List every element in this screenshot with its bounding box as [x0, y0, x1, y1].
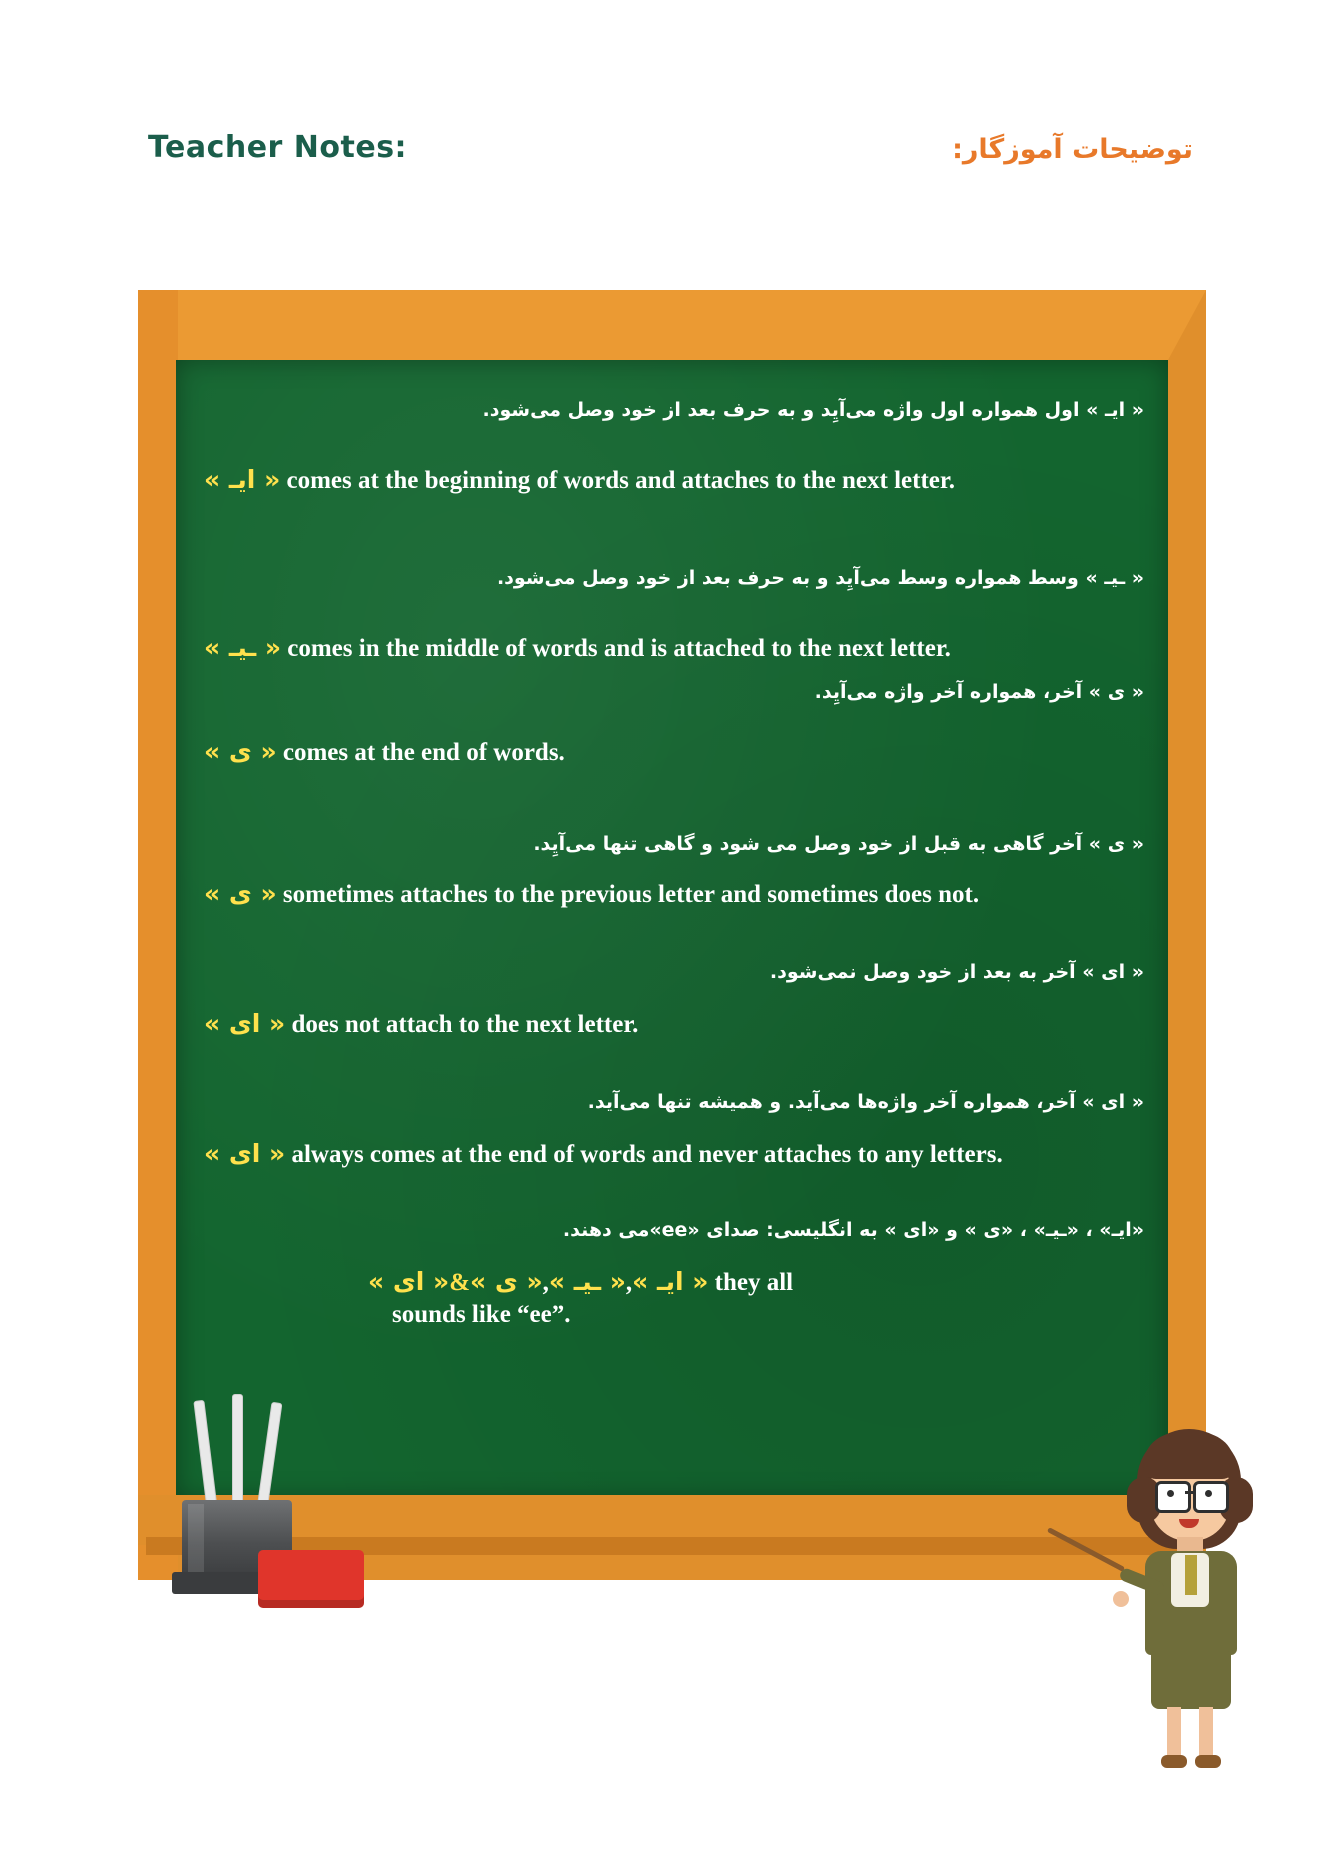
note-row-1-english [176, 464, 1168, 497]
glasses-left-lens-icon [1155, 1481, 1191, 1513]
note-sep-7b: , [542, 1269, 549, 1296]
cup-highlight [188, 1504, 204, 1572]
note-text-english-7-line2: sounds like “ee”. [392, 1301, 571, 1328]
glasses-bridge [1185, 1491, 1196, 1494]
note-text-english-2 [176, 632, 1168, 665]
pen-cup [166, 1400, 336, 1580]
leg-left [1167, 1707, 1181, 1759]
tie [1185, 1555, 1197, 1595]
letter-chip-7c: « ی » [470, 1267, 543, 1296]
letter-chip-3: « ی » [204, 737, 277, 766]
letter-chip-2: « ـیـ » [204, 633, 282, 662]
hand [1113, 1591, 1129, 1607]
letter-chip-7a: « ایـ » [368, 1267, 684, 1296]
note-row-2-english [176, 632, 1168, 665]
shoe-left [1161, 1755, 1187, 1768]
note-text-persian-7: «ایـ» ، «ـیـ» ، «ی » و «ای » به انگلیسی: صدای «ee»می دهند. [562, 1219, 1144, 1241]
letter-chip-4: « ی » [204, 879, 277, 908]
board-content [176, 360, 1168, 1500]
letter-chip-1: « ایـ » [204, 465, 281, 494]
note-text-persian-5: « ای » آخر به بعد از خود وصل نمی‌شود. [769, 961, 1144, 983]
hair-front [1143, 1433, 1235, 1479]
board-frame-top-bevel [138, 290, 1206, 360]
skirt [1151, 1651, 1231, 1709]
note-text-english-3 [176, 736, 1168, 769]
ampersand: & [449, 1269, 471, 1296]
note-text-persian-3: « ی » آخر، همواره آخر واژه می‌آیِد. [814, 681, 1144, 703]
note-row-3-persian [176, 680, 1168, 706]
note-row-7-persian [176, 1218, 1168, 1244]
note-text-persian-6: « ای » آخر، همواره آخر واژه‌ها می‌آید. و همیشه تنها می‌آید. [587, 1091, 1144, 1113]
glasses-right-lens-icon [1193, 1481, 1229, 1513]
note-text-english-6 [176, 1138, 1168, 1171]
note-text-english-2-body: comes in the middle of words and is attached to the next letter. [281, 635, 951, 662]
note-text-persian-2: « ـیـ » وسط همواره وسط می‌آیِد و به حرف بعد از خود وصل می‌شود. [496, 567, 1144, 589]
eye-right [1205, 1490, 1212, 1497]
note-row-2-persian [176, 566, 1168, 592]
note-text-english-4 [176, 878, 1168, 911]
note-text-english-1-body: comes at the beginning of words and attaches to the next letter. [280, 467, 955, 494]
note-text-english-5-body: does not attach to the next letter. [285, 1011, 639, 1038]
chalkboard [138, 290, 1206, 1580]
letter-chip-6: « ای » [204, 1139, 286, 1168]
note-text-english-7-body: they all [708, 1269, 794, 1296]
page-title-english: Teacher Notes: [148, 130, 408, 165]
note-row-3-english [176, 736, 1168, 769]
note-text-english-3-body: comes at the end of words. [276, 739, 565, 766]
shoe-right [1195, 1755, 1221, 1768]
note-text-english-1 [176, 464, 1168, 497]
note-text-english-5 [176, 1008, 1168, 1041]
note-row-4-english [176, 878, 1168, 911]
chalk-stick-icon [232, 1394, 243, 1514]
note-row-5-english [176, 1008, 1168, 1041]
note-row-1-persian [176, 398, 1168, 424]
chalk-stick-icon [193, 1400, 217, 1511]
note-text-english-6-body: always comes at the end of words and never attaches to any letters. [285, 1141, 1003, 1168]
leg-right [1199, 1707, 1213, 1759]
note-text-english-7 [176, 1266, 1168, 1299]
chalk-stick-icon [257, 1402, 283, 1510]
letter-chip-5: « ای » [204, 1009, 286, 1038]
note-text-english-4-body: sometimes attaches to the previous letter and sometimes does not. [276, 881, 980, 908]
eye-left [1167, 1490, 1174, 1497]
board-frame-left-bevel [138, 290, 178, 1580]
page-header [0, 130, 1341, 190]
eraser-icon [258, 1550, 364, 1608]
note-row-6-english [176, 1138, 1168, 1171]
teacher-character [1105, 1415, 1275, 1775]
page-title-persian: توضیحات آموزگار: [952, 134, 1193, 165]
note-sep-7a: , [625, 1269, 633, 1296]
note-row-7-english [176, 1266, 1168, 1331]
note-text-persian-4: « ی » آخر گاهی به قبل از خود وصل می شود و گاهی تنها می‌آیِد. [533, 833, 1144, 855]
note-row-6-persian [176, 1090, 1168, 1116]
note-text-persian-1: « ایـ » اول همواره اول واژه می‌آیِد و به حرف بعد از خود وصل می‌شود. [482, 399, 1144, 421]
letter-chip-7d: « ای » [392, 1267, 709, 1296]
letter-chip-7b: « ـیـ » [548, 1267, 626, 1296]
note-row-5-persian [176, 960, 1168, 986]
note-row-4-persian [176, 832, 1168, 858]
